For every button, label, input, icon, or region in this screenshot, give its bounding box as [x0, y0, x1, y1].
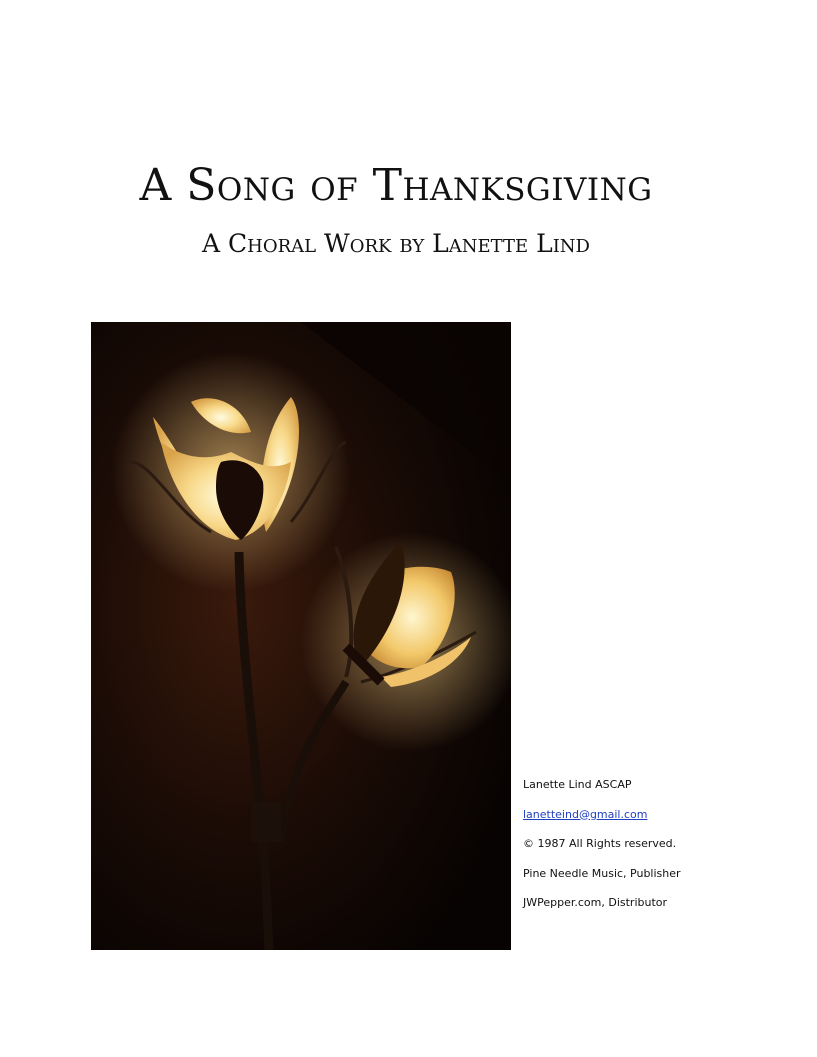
- publisher-credit: Pine Needle Music, Publisher: [523, 866, 681, 880]
- email-link[interactable]: lanetteind@gmail.com: [523, 807, 648, 821]
- page-subtitle: A Choral Work by Lanette Lind: [202, 229, 590, 258]
- copyright-notice: © 1987 All Rights reserved.: [523, 837, 677, 850]
- composer-credit: Lanette Lind ASCAP: [523, 778, 632, 791]
- cover-photo: [91, 322, 511, 950]
- page-title: A Song of Thanksgiving: [139, 160, 653, 211]
- distributor-credit: JWPepper.com, Distributor: [523, 896, 668, 909]
- credits-block: [523, 777, 793, 925]
